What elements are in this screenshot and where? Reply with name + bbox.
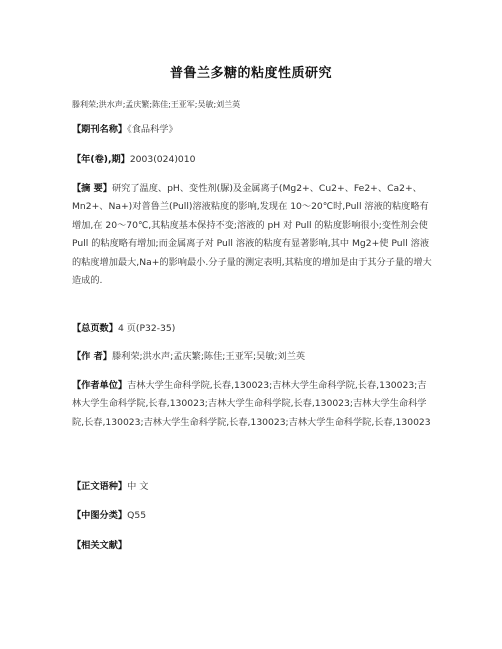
related-literature-field	[72, 537, 434, 555]
abstract-text: 研究了温度、pH、变性剂(脲)及金属离子(Mg2+、Cu2+、Fe2+、Ca2+、Mn2+、Na+)对普鲁兰(Pull)溶液粘度的影响,发现在 10～20℃时,Pull 溶液的粘度略有增加,在 20～70℃,其粘度基本保持不变;溶液的 pH 对 Pull 的粘度影响很小;变性剂会使 Pull 的粘度略有增加;而金属离子对 Pull 溶液的粘度有显著影响,其中 Mg2+使 Pull 溶液的粘度增加最大,Na+的影响最小.分子量的测定表明,其粘度的增加是由于其分子量的增大造成的.	[72, 183, 432, 287]
journal-label: 【期刊名称】	[72, 124, 128, 135]
page-count-field	[72, 320, 434, 338]
language-value: 中 文	[127, 481, 149, 492]
abstract-field	[72, 180, 434, 290]
year-issue-field	[72, 151, 434, 169]
authors-label: 【作 者】	[72, 351, 112, 362]
abstract-label: 【摘 要】	[72, 183, 112, 194]
classification-field	[72, 507, 434, 525]
language-label: 【正文语种】	[72, 481, 128, 492]
affiliation-field	[72, 377, 434, 432]
document-title: 普鲁兰多糖的粘度性质研究	[169, 66, 332, 81]
year-issue-label: 【年(卷),期】	[72, 154, 130, 165]
authors-value: 滕利荣;洪水声;孟庆繁;陈佳;王亚军;吴敏;刘兰英	[111, 351, 306, 362]
affiliation-value: 吉林大学生命科学院,长春,130023;吉林大学生命科学院,长春,130023;吉林大学生命科学院,长春,130023;吉林大学生命科学院,长春,130023;吉林大学生命科学院,长春,130023;吉林大学生命科学院,长春,130023;吉林大学生命科学院,长春,130023	[72, 380, 431, 428]
page-count-value: 4 页(P32-35)	[117, 323, 176, 334]
language-field	[72, 478, 434, 496]
page-count-label: 【总页数】	[72, 323, 118, 334]
journal-value: 《食品科学》	[127, 124, 178, 135]
authors-field	[72, 348, 434, 366]
related-literature-label: 【相关文献】	[72, 540, 128, 551]
year-issue-value: 2003(024)010	[129, 154, 196, 165]
affiliation-label: 【作者单位】	[72, 380, 128, 391]
classification-label: 【中图分类】	[72, 510, 128, 521]
classification-value: Q55	[127, 510, 147, 521]
journal-field	[72, 121, 434, 139]
author-list: 滕利荣;洪水声;孟庆繁;陈佳;王亚军;吴敏;刘兰英	[72, 100, 241, 109]
